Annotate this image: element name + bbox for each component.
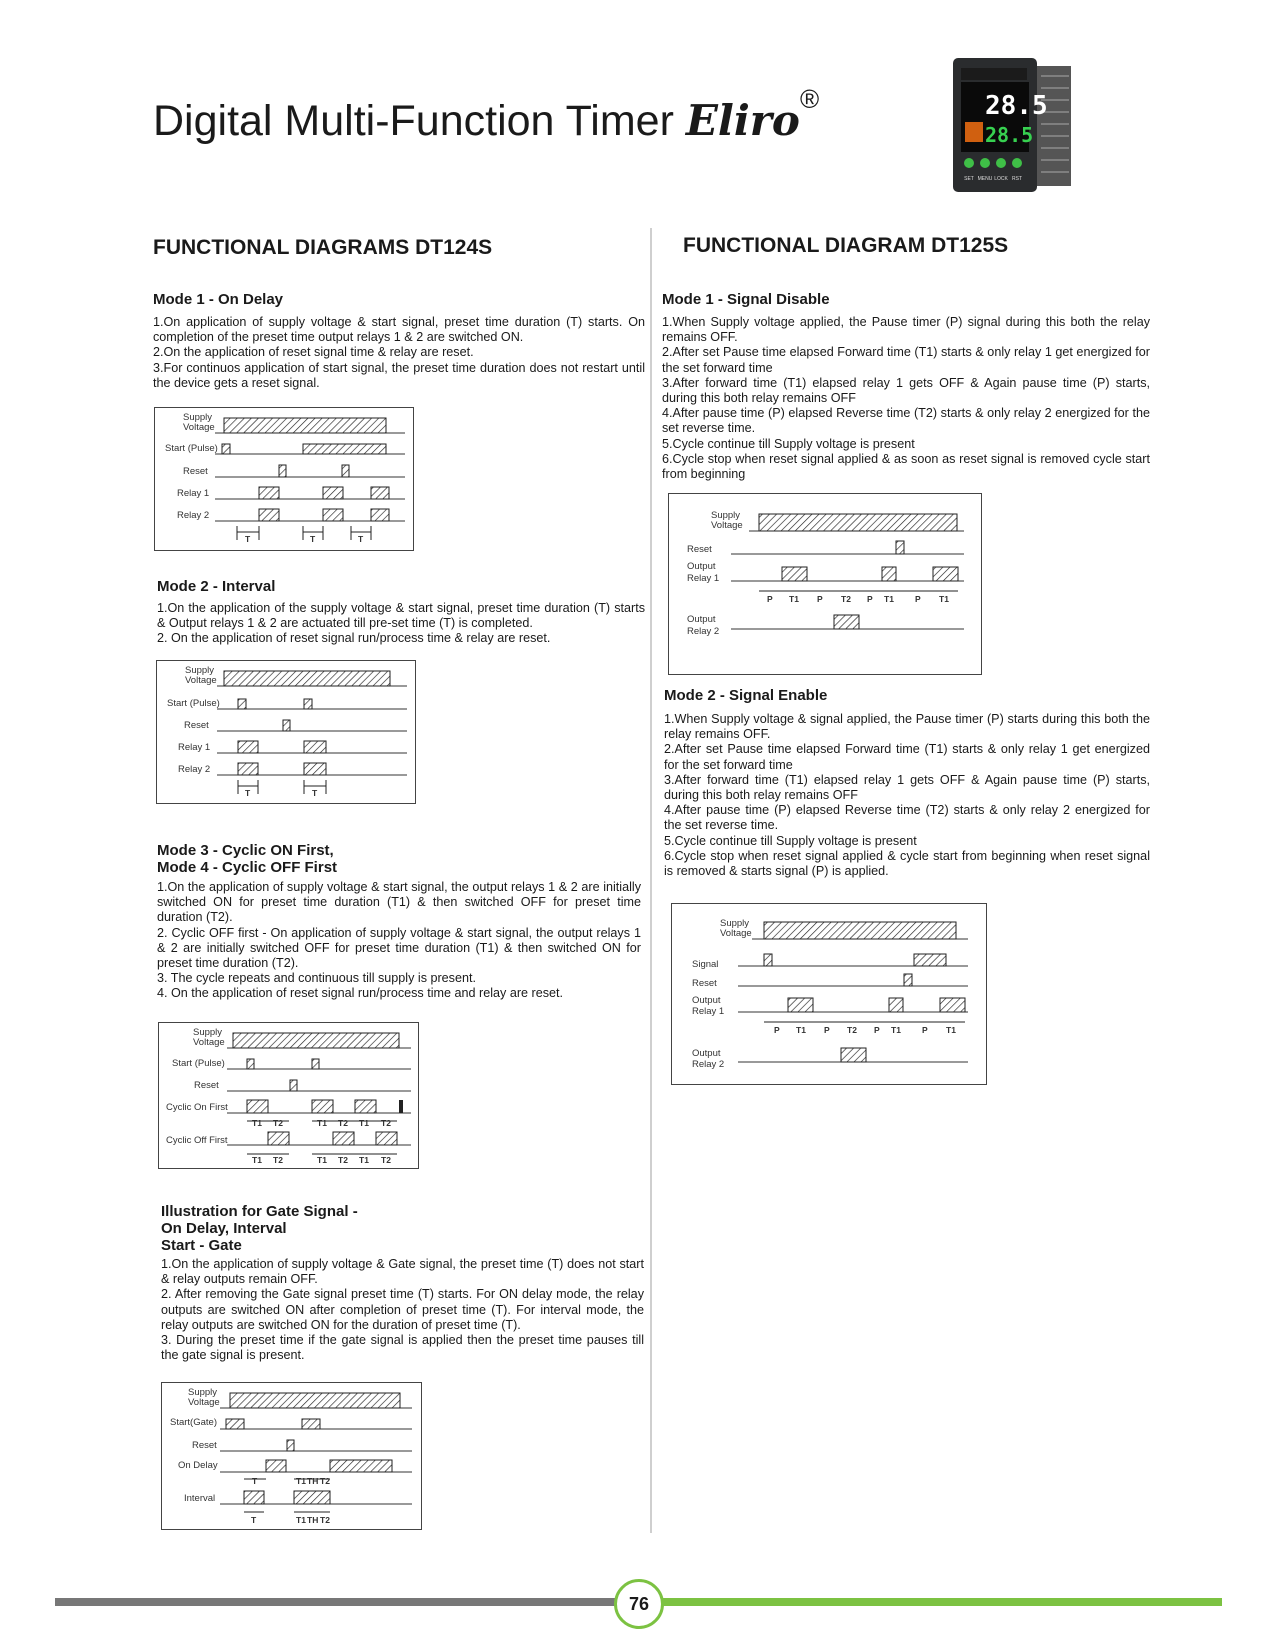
- paragraph-line: 1.When Supply voltage & signal applied, the Pause timer (P) starts during this both the relay remains OFF.: [664, 712, 1150, 742]
- t-label: T: [358, 534, 364, 544]
- diagram-label: Reset: [183, 466, 208, 477]
- tick-label: T1: [891, 1025, 901, 1035]
- tick-label: P: [824, 1025, 830, 1035]
- diagram-label: Supply: [188, 1387, 218, 1398]
- paragraph-line: 2.After set Pause time elapsed Forward time (T1) starts & only relay 1 get energized for the set forward time: [662, 345, 1150, 375]
- tick-label: T2: [847, 1025, 857, 1035]
- left-mode1-title: Mode 1 - On Delay: [153, 291, 284, 308]
- t1-label: T1: [296, 1476, 306, 1486]
- diagram-label: Relay 1: [687, 573, 720, 584]
- paragraph-line: 2. On the application of reset signal run/process time & relay are reset.: [157, 631, 551, 646]
- th-label: TH: [307, 1515, 319, 1525]
- left-mode2-title: Mode 2 - Interval: [157, 578, 276, 595]
- t1-label: T1: [317, 1118, 327, 1128]
- tick-label: P: [767, 594, 773, 604]
- paragraph-line: 1.On the application of supply voltage & start signal, the output relays 1 & 2 are initially switched ON for preset time duration (T1) & then switched OFF for preset time duration (T2).: [157, 880, 641, 925]
- t-label: T: [245, 534, 251, 544]
- tick-label: T2: [841, 594, 851, 604]
- diagram-label: Voltage: [193, 1037, 225, 1048]
- diagram-label: Reset: [192, 1440, 217, 1451]
- page-number: 76: [614, 1579, 664, 1629]
- brand-logo: Eliro: [685, 96, 800, 145]
- left-mode3-title: [157, 842, 337, 876]
- left-mode1-diagram: [154, 407, 414, 551]
- paragraph-line: 6.Cycle stop when reset signal applied & cycle start from beginning when reset signal is removed & starts signal (P) is applied.: [664, 848, 1150, 879]
- diagram-label: Cyclic On First: [166, 1102, 228, 1113]
- diagram-label: Start(Gate): [170, 1417, 217, 1428]
- paragraph-line: 5.Cycle continue till Supply voltage is present: [664, 833, 917, 848]
- t2-label: T2: [320, 1515, 330, 1525]
- gate-text: [161, 1257, 644, 1363]
- diagram-label: Voltage: [711, 520, 743, 531]
- diagram-label: Output: [687, 614, 716, 625]
- diagram-label: Output: [692, 1048, 721, 1059]
- right-mode2-title: Mode 2 - Signal Enable: [664, 687, 828, 704]
- diagram-label: Start (Pulse): [165, 443, 218, 454]
- diagram-label: Cyclic Off First: [166, 1135, 228, 1146]
- t1-label: T1: [296, 1515, 306, 1525]
- paragraph-line: 4.After pause time (P) elapsed Reverse time (T2) starts & only relay 2 energized for the set reverse time.: [664, 803, 1150, 833]
- t-label: T: [310, 534, 316, 544]
- diagram-label: Start (Pulse): [167, 698, 220, 709]
- gate-title: [161, 1203, 358, 1254]
- paragraph-line: 2. After removing the Gate signal preset time (T) starts. For ON delay mode, the relay outputs are switched ON after completion of preset time (T). For interval mode, the relay outputs are switched ON for the duration of preset time (T).: [161, 1287, 644, 1332]
- paragraph-line: 3.After forward time (T1) elapsed relay 1 gets OFF & Again pause time (P) starts, during this both relay remains OFF: [662, 375, 1150, 406]
- t2-label: T2: [273, 1118, 283, 1128]
- column-divider: [650, 228, 652, 1533]
- diagram-label: Relay 2: [177, 510, 210, 521]
- t1-label: T1: [252, 1118, 262, 1128]
- t2-label: T2: [273, 1155, 283, 1165]
- paragraph-line: 1.On application of supply voltage & start signal, preset time duration (T) starts. On completion of the preset time output relays 1 & 2 are switched ON.: [153, 315, 645, 345]
- gate-title-line: Illustration for Gate Signal -: [161, 1203, 358, 1220]
- diagram-label: Supply: [193, 1027, 223, 1038]
- diagram-label: Voltage: [188, 1397, 220, 1408]
- device-display-top: 28.5: [985, 91, 1048, 121]
- mode3-title-line: Mode 3 - Cyclic ON First,: [157, 842, 334, 859]
- device-button-label: MENU: [977, 176, 993, 182]
- diagram-label: Reset: [184, 720, 209, 731]
- paragraph-line: 2.On the application of reset signal time & relay are reset.: [153, 345, 474, 360]
- diagram-label: Relay 2: [178, 764, 211, 775]
- left-mode3-text: [157, 880, 641, 1002]
- gate-title-line: Start - Gate: [161, 1237, 242, 1254]
- diagram-label: Reset: [687, 544, 712, 555]
- diagram-label: Voltage: [183, 422, 215, 433]
- right-heading: FUNCTIONAL DIAGRAM DT125S: [683, 234, 1009, 257]
- t2-label: T2: [338, 1118, 348, 1128]
- right-mode1-diagram: [668, 493, 982, 675]
- diagram-label: Relay 2: [692, 1059, 725, 1070]
- t2-label: T2: [381, 1155, 391, 1165]
- paragraph-line: 6.Cycle stop when reset signal applied & as soon as reset signal is removed cycle start from beginning: [662, 451, 1150, 482]
- tick-label: T1: [796, 1025, 806, 1035]
- paragraph-line: 4.After pause time (P) elapsed Reverse time (T2) starts & only relay 2 energized for the set reverse time.: [662, 406, 1150, 436]
- diagram-label: Supply: [720, 918, 750, 929]
- gate-diagram: [161, 1382, 422, 1530]
- tick-label: T1: [946, 1025, 956, 1035]
- tick-label: P: [874, 1025, 880, 1035]
- paragraph-line: 1.On the application of the supply voltage & start signal, preset time duration (T) starts & Output relays 1 & 2 are actuated till pre-set time (T) is completed.: [157, 601, 645, 631]
- t2-label: T2: [320, 1476, 330, 1486]
- diagram-label: Interval: [184, 1493, 216, 1504]
- device-button-label: RST: [1012, 176, 1022, 182]
- paragraph-line: 3.After forward time (T1) elapsed relay 1 gets OFF & Again pause time (P) starts, during this both relay remains OFF: [664, 772, 1150, 803]
- right-mode2-text: [664, 712, 1150, 879]
- diagram-label: Supply: [185, 665, 215, 676]
- paragraph-line: 5.Cycle continue till Supply voltage is present: [662, 436, 915, 451]
- paragraph-line: 2. Cyclic OFF first - On application of supply voltage & start signal, the output relays 1 & 2 are initially switched OFF for preset time duration (T1) & then switched ON for preset time duration (T2).: [157, 925, 641, 971]
- paragraph-line: 1.On the application of supply voltage & Gate signal, the preset time (T) does not start & relay outputs remain OFF.: [161, 1257, 644, 1287]
- page-title: [153, 84, 820, 146]
- device-button-label: SET: [964, 176, 974, 182]
- registered-mark: ®: [799, 84, 820, 114]
- t1-label: T1: [359, 1155, 369, 1165]
- diagram-label: Start (Pulse): [172, 1058, 225, 1069]
- mode4-title-line: Mode 4 - Cyclic OFF First: [157, 859, 338, 876]
- diagram-label: Relay 1: [178, 742, 211, 753]
- tick-label: P: [922, 1025, 928, 1035]
- device-button-label: LOCK: [994, 176, 1008, 182]
- diagram-label: Supply: [183, 412, 213, 423]
- tick-label: P: [867, 594, 873, 604]
- footer-bar-right: [660, 1598, 1222, 1606]
- diagram-label: Voltage: [185, 675, 217, 686]
- tick-label: P: [817, 594, 823, 604]
- t-label: T: [312, 788, 318, 798]
- t1-label: T1: [317, 1155, 327, 1165]
- diagram-label: Reset: [194, 1080, 219, 1091]
- t2-label: T2: [381, 1118, 391, 1128]
- left-heading: FUNCTIONAL DIAGRAMS DT124S: [153, 236, 493, 259]
- t1-label: T1: [359, 1118, 369, 1128]
- t-label: T: [251, 1515, 257, 1525]
- diagram-label: Signal: [692, 959, 719, 970]
- t-label: T: [245, 788, 251, 798]
- t-label: T: [252, 1476, 258, 1486]
- th-label: TH: [307, 1476, 319, 1486]
- diagram-label: Reset: [692, 978, 717, 989]
- diagram-label: On Delay: [178, 1460, 218, 1471]
- right-mode2-diagram: [671, 903, 987, 1085]
- tick-label: P: [915, 594, 921, 604]
- paragraph-line: 1.When Supply voltage applied, the Pause timer (P) signal during this both the relay remains OFF.: [662, 315, 1150, 345]
- gate-title-line: On Delay, Interval: [161, 1220, 287, 1237]
- paragraph-line: 4. On the application of reset signal run/process time and relay are reset.: [157, 986, 564, 1001]
- diagram-label: Output: [687, 561, 716, 572]
- tick-label: P: [774, 1025, 780, 1035]
- footer-bar-left: [55, 1598, 615, 1606]
- left-mode2-diagram: [156, 660, 416, 804]
- diagram-label: Relay 1: [692, 1006, 725, 1017]
- diagram-label: Relay 2: [687, 626, 720, 637]
- device-display-bottom: 28.5: [985, 123, 1034, 147]
- device-photo: [953, 58, 1073, 193]
- left-mode3-diagram: [158, 1022, 419, 1169]
- paragraph-line: 3.For continuos application of start signal, the preset time duration does not restart until the device gets a reset signal.: [153, 360, 645, 390]
- paragraph-line: 2.After set Pause time elapsed Forward time (T1) starts & only relay 1 get energized for the set forward time: [664, 742, 1150, 772]
- diagram-label: Relay 1: [177, 488, 210, 499]
- tick-label: T1: [789, 594, 799, 604]
- t1-label: T1: [252, 1155, 262, 1165]
- left-mode1-text: [153, 315, 645, 391]
- left-mode2-text: [157, 601, 645, 647]
- diagram-label: Voltage: [720, 928, 752, 939]
- title-text: Digital Multi-Function Timer: [153, 97, 674, 145]
- tick-label: T1: [939, 594, 949, 604]
- right-mode1-title: Mode 1 - Signal Disable: [662, 291, 830, 308]
- diagram-label: Output: [692, 995, 721, 1006]
- paragraph-line: 3. During the preset time if the gate signal is applied then the preset time pauses till the gate signal is present.: [161, 1333, 644, 1363]
- diagram-label: Supply: [711, 510, 741, 521]
- paragraph-line: 3. The cycle repeats and continuous till supply is present.: [157, 971, 476, 986]
- right-mode1-text: [662, 315, 1150, 482]
- t2-label: T2: [338, 1155, 348, 1165]
- tick-label: T1: [884, 594, 894, 604]
